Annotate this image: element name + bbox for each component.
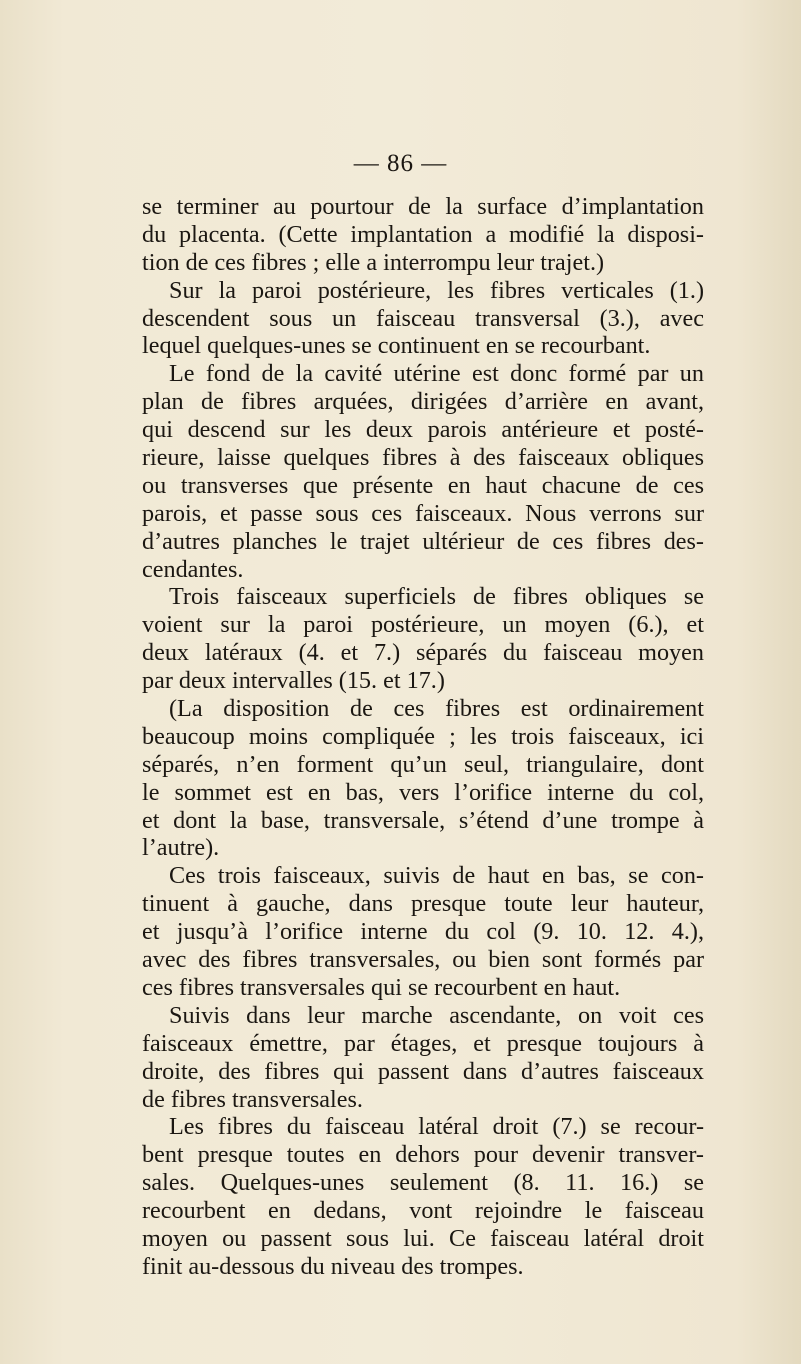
text-line: recourbent en dedans, vont rejoindre le faisceau <box>142 1197 704 1225</box>
text-line: le sommet est en bas, vers l’orifice interne du col, <box>142 778 704 806</box>
text-line: moyen ou passent sous lui. Ce faisceau latéral droit <box>142 1224 704 1252</box>
text-line: bent presque toutes en dehors pour devenir transver- <box>142 1141 704 1169</box>
text-line: par deux intervalles (15. et 17.) <box>142 667 445 695</box>
text-line: lequel quelques-unes se continuent en se recourbant. <box>142 332 651 360</box>
text-line: faisceaux émettre, par étages, et presque toujours à <box>142 1029 704 1057</box>
text-line: sales. Quelques-unes seulement (8. 11. 16.) se <box>142 1169 704 1197</box>
text-line: cendantes. <box>142 555 244 583</box>
text-line: Suivis dans leur marche ascendante, on voit ces <box>169 1001 704 1029</box>
text-line: finit au-dessous du niveau des trompes. <box>142 1252 524 1280</box>
text-line: et dont la base, transversale, s’étend d’une trompe à <box>142 806 704 834</box>
text-line: l’autre). <box>142 834 220 862</box>
text-line: rieure, laisse quelques fibres à des faisceaux obliques <box>142 444 704 472</box>
text-line: séparés, n’en forment qu’un seul, triangulaire, dont <box>142 750 704 778</box>
paragraph <box>142 360 704 583</box>
text-line: droite, des fibres qui passent dans d’autres faisceaux <box>142 1057 704 1085</box>
paragraph <box>142 193 704 277</box>
paragraph <box>142 277 704 361</box>
text-line: ou transverses que présente en haut chacune de ces <box>142 471 704 499</box>
text-line: tinuent à gauche, dans presque toute leur hauteur, <box>142 890 704 918</box>
text-line: du placenta. (Cette implantation a modifié la disposi- <box>142 220 704 248</box>
text-line: ces fibres transversales qui se recourbent en haut. <box>142 973 621 1001</box>
text-line: se terminer au pourtour de la surface d’implantation <box>142 193 704 220</box>
text-line: tion de ces fibres ; elle a interrompu leur trajet.) <box>142 248 605 276</box>
text-line: et jusqu’à l’orifice interne du col (9. 10. 12. 4.), <box>142 918 704 946</box>
text-line: de fibres transversales. <box>142 1085 363 1113</box>
text-line: parois, et passe sous ces faisceaux. Nous verrons sur <box>142 499 704 527</box>
paragraph <box>142 1113 704 1280</box>
text-line: Les fibres du faisceau latéral droit (7.) se recour- <box>169 1113 704 1141</box>
text-line: qui descend sur les deux parois antérieure et posté- <box>142 416 704 444</box>
paragraph <box>142 1002 704 1114</box>
text-line: deux latéraux (4. et 7.) séparés du faisceau moyen <box>142 639 704 667</box>
page-number: — 86 — <box>353 150 448 177</box>
text-line: Sur la paroi postérieure, les fibres verticales (1.) <box>169 276 704 304</box>
text-line: (La disposition de ces fibres est ordinairement <box>169 695 704 723</box>
body-text <box>142 193 704 1281</box>
text-line: voient sur la paroi postérieure, un moyen (6.), et <box>142 611 704 639</box>
text-line: beaucoup moins compliquée ; les trois faisceaux, ici <box>142 722 704 750</box>
paragraph <box>142 862 704 1001</box>
text-line: plan de fibres arquées, dirigées d’arrière en avant, <box>142 388 704 416</box>
paragraph <box>142 583 704 695</box>
text-line: Ces trois faisceaux, suivis de haut en bas, se con- <box>169 862 704 890</box>
text-line: avec des fibres transversales, ou bien sont formés par <box>142 946 704 974</box>
text-line: d’autres planches le trajet ultérieur de ces fibres des- <box>142 527 704 555</box>
paragraph <box>142 695 704 862</box>
text-line: Le fond de la cavité utérine est donc formé par un <box>169 360 704 388</box>
text-line: descendent sous un faisceau transversal (3.), avec <box>142 304 704 332</box>
text-line: Trois faisceaux superficiels de fibres obliques se <box>169 583 704 611</box>
